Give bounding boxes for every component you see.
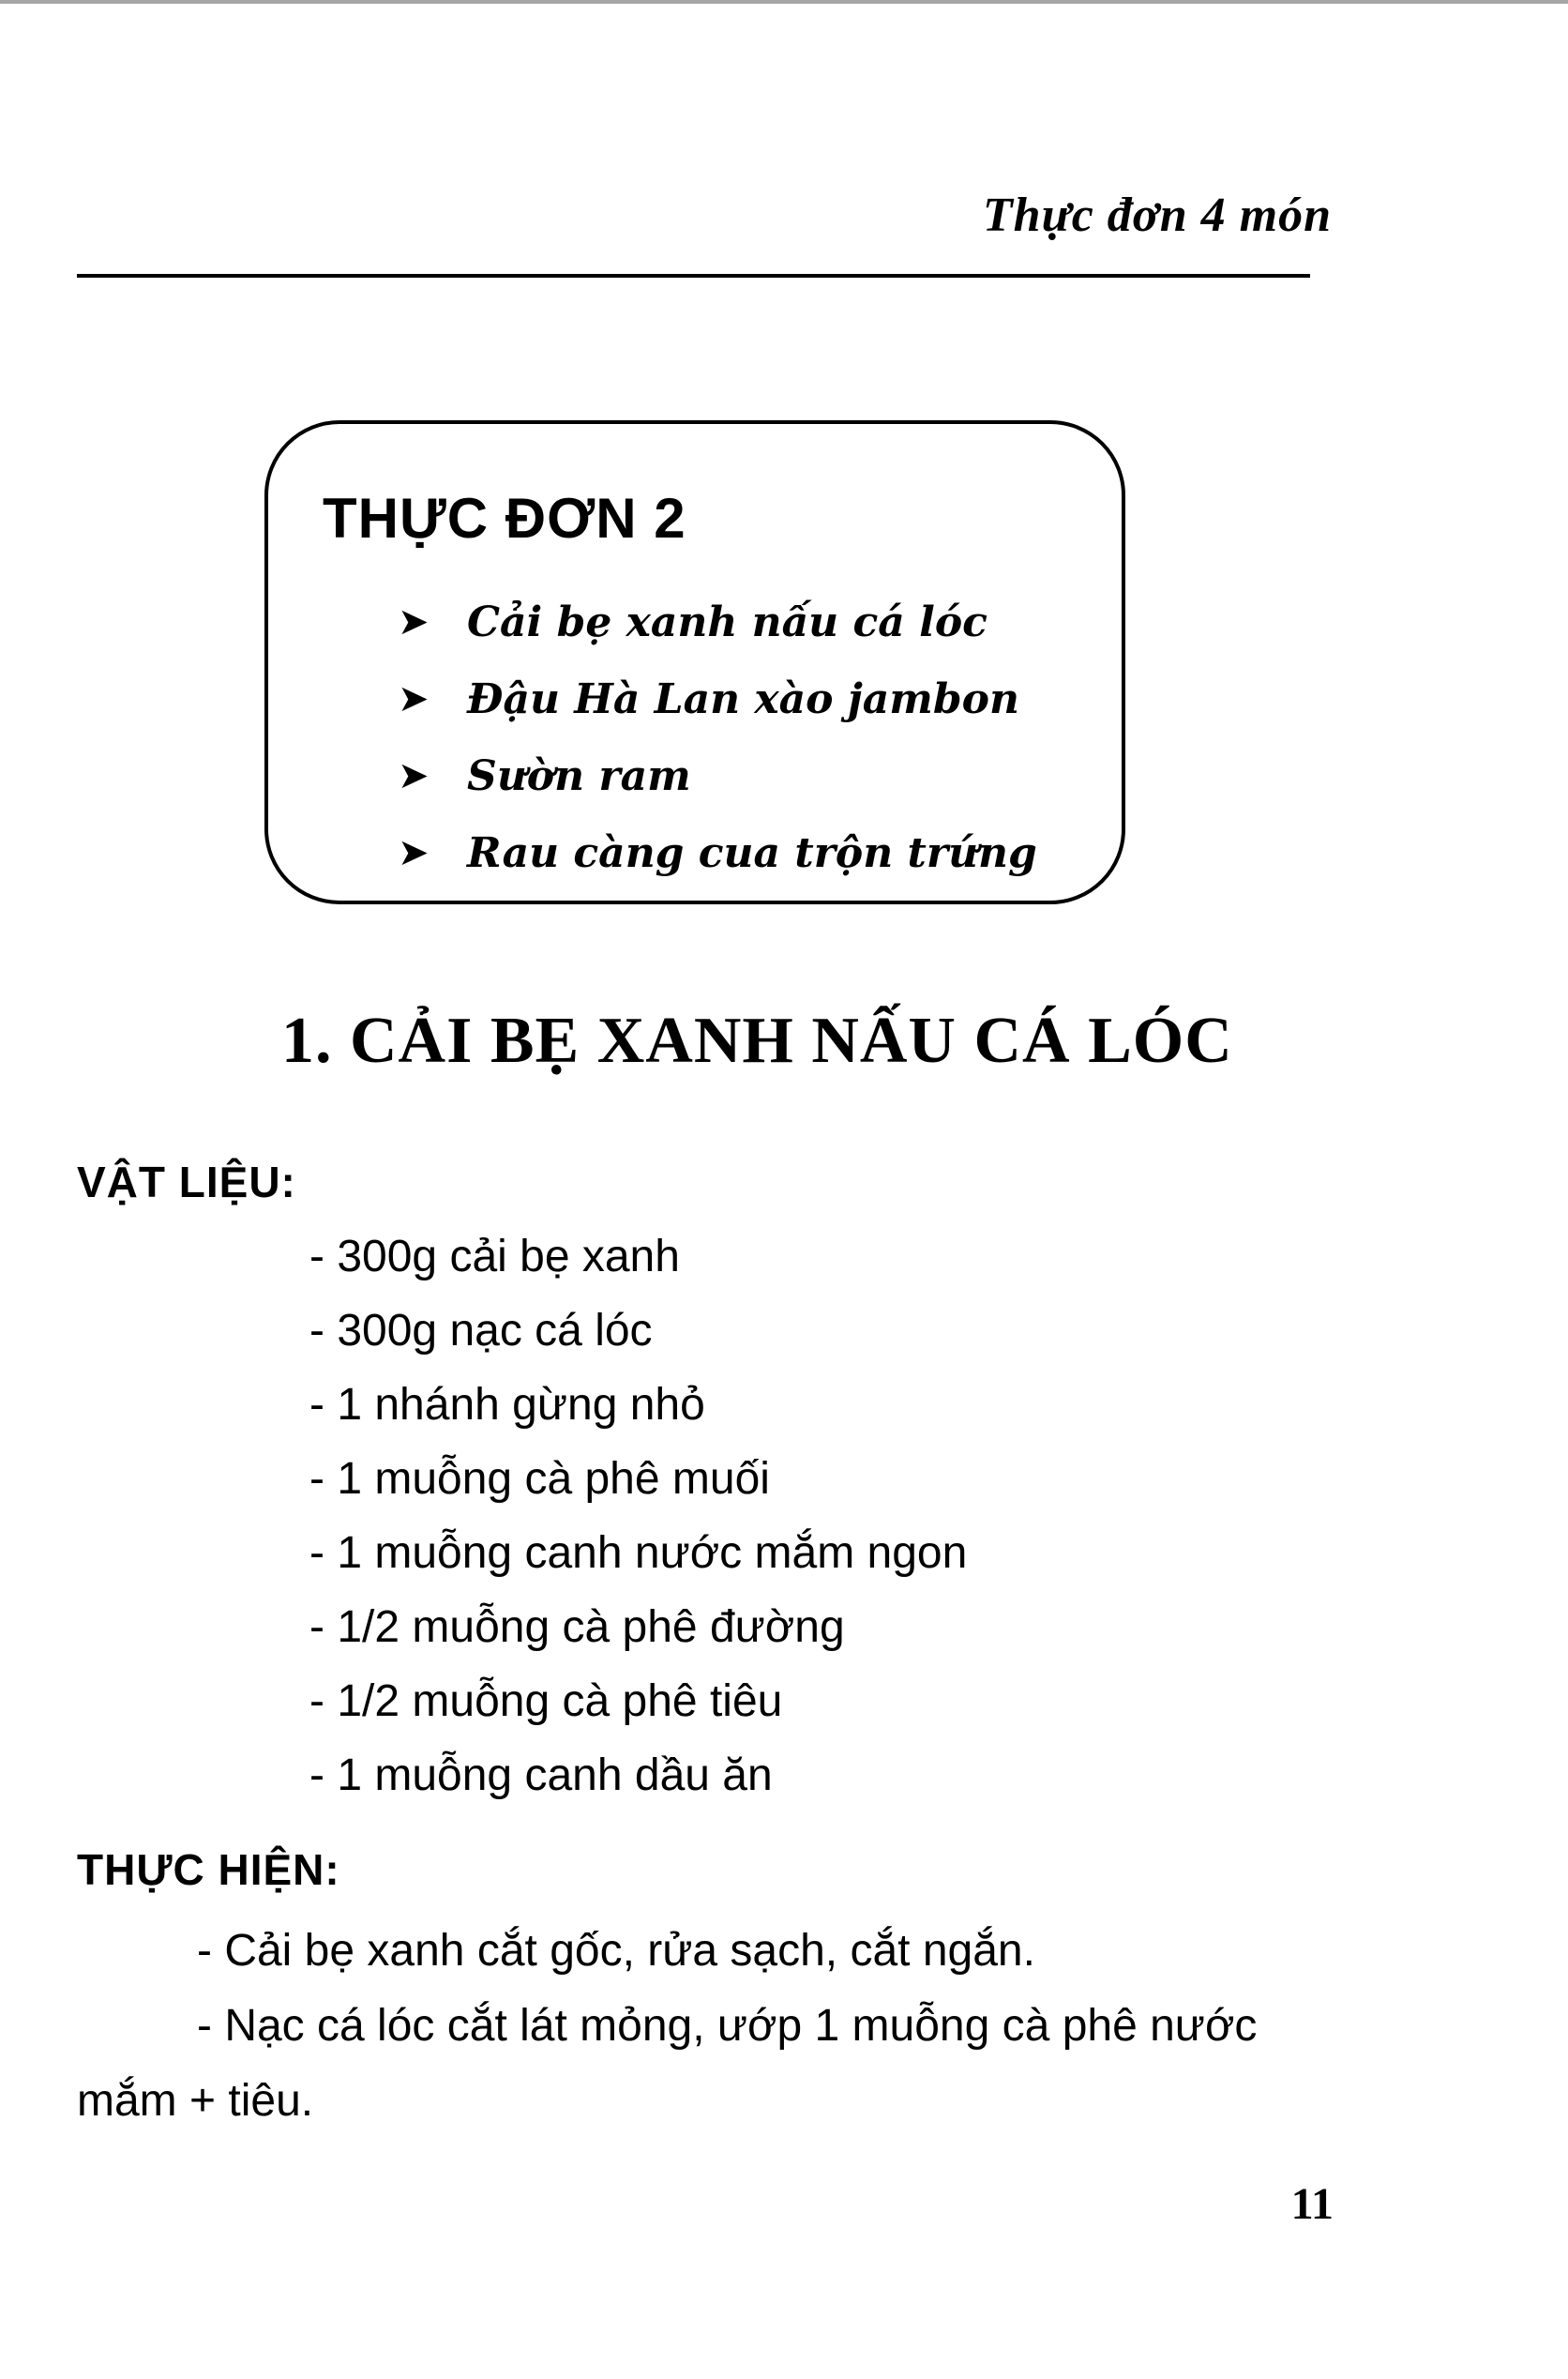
menu-item-text: Đậu Hà Lan xào jambon xyxy=(467,674,1019,723)
menu-item xyxy=(398,737,1037,814)
menu-list xyxy=(398,583,1037,891)
page-number: 11 xyxy=(1290,2179,1334,2229)
ingredient-item: - 1 muỗng canh nước mắm ngon xyxy=(309,1528,968,1578)
menu-item-text: Sườn ram xyxy=(467,751,691,800)
ingredient-item: - 1/2 muỗng cà phê đường xyxy=(309,1602,845,1652)
header-divider xyxy=(77,274,1310,278)
method-step: - Nạc cá lóc cắt lát mỏng, ướp 1 muỗng cà phê nước mắm + tiêu. xyxy=(77,2001,1258,2126)
running-head: Thực đơn 4 món xyxy=(982,189,1332,242)
menu-item xyxy=(398,660,1037,737)
top-edge-rule xyxy=(0,0,1568,4)
arrow-bullet-icon: ➤ xyxy=(398,601,430,643)
arrow-bullet-icon: ➤ xyxy=(398,755,430,796)
dish-title: 1. CẢI BẸ XANH NẤU CÁ LÓC xyxy=(281,1005,1233,1077)
menu-item xyxy=(398,814,1037,891)
ingredient-item: - 1/2 muỗng cà phê tiêu xyxy=(309,1676,783,1726)
ingredient-item: - 300g nạc cá lóc xyxy=(309,1306,653,1356)
arrow-bullet-icon: ➤ xyxy=(398,678,430,720)
arrow-bullet-icon: ➤ xyxy=(398,832,430,873)
method-step: - Cải bẹ xanh cắt gốc, rửa sạch, cắt ngắn. xyxy=(197,1926,1035,1976)
ingredient-item: - 300g cải bẹ xanh xyxy=(309,1232,680,1281)
ingredient-item: - 1 muỗng cà phê muối xyxy=(309,1454,770,1504)
menu-box xyxy=(264,420,1125,904)
method-label: THỰC HIỆN: xyxy=(77,1845,340,1894)
menu-item-text: Rau càng cua trộn trứng xyxy=(467,828,1037,877)
ingredient-item: - 1 nhánh gừng nhỏ xyxy=(309,1380,705,1430)
menu-item xyxy=(398,583,1037,660)
menu-item-text: Cải bẹ xanh nấu cá lóc xyxy=(467,598,988,646)
menu-title: THỰC ĐƠN 2 xyxy=(323,487,686,550)
ingredient-list xyxy=(309,1220,967,1812)
ingredient-item: - 1 muỗng canh dầu ăn xyxy=(309,1750,773,1800)
ingredients-label: VẬT LIỆU: xyxy=(77,1158,296,1206)
